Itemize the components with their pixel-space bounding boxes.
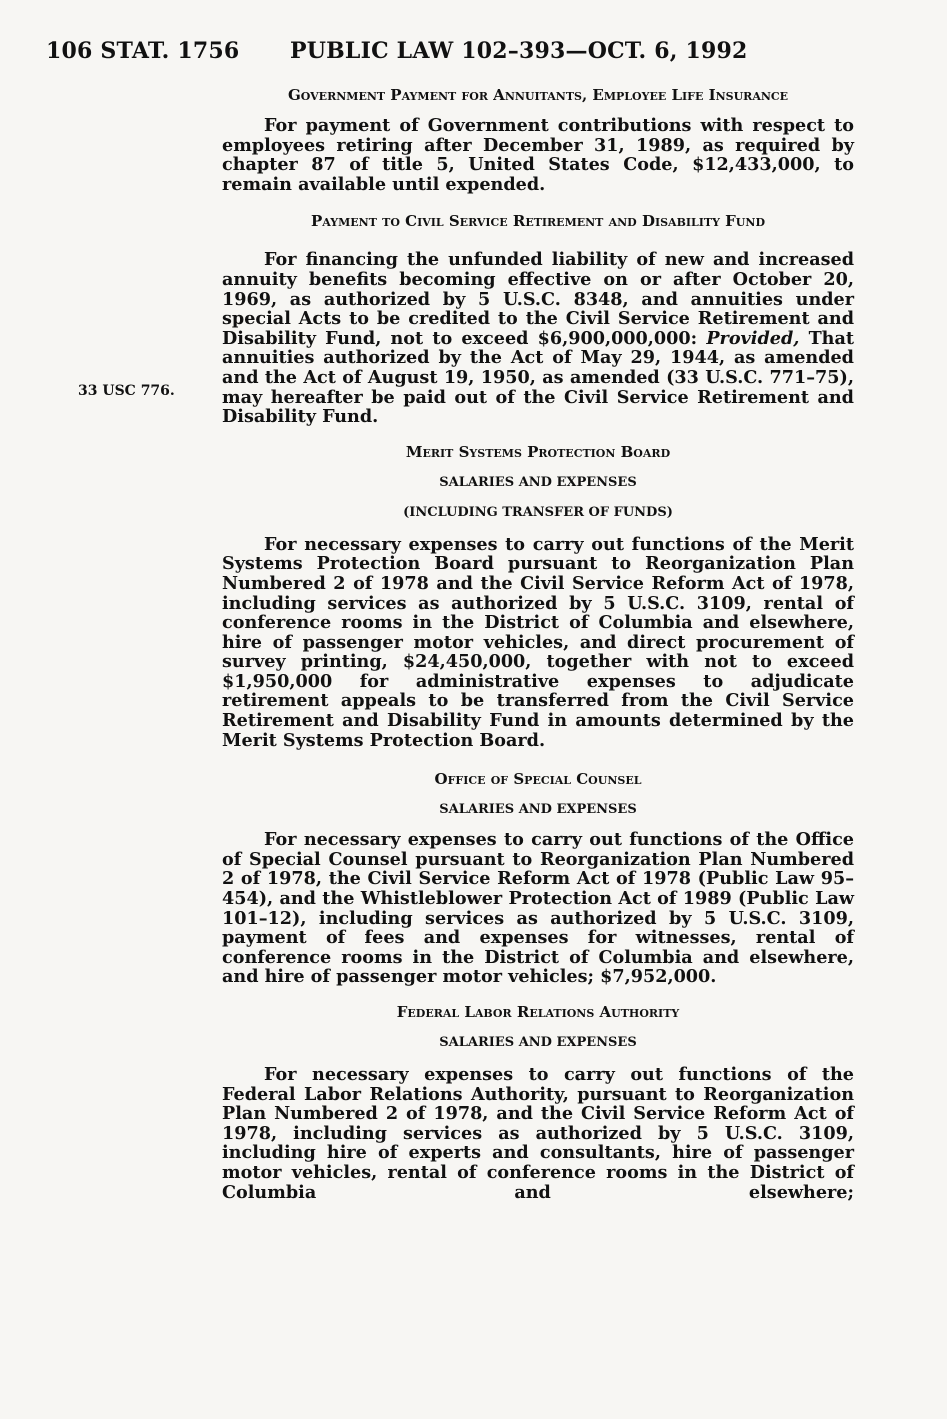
paragraph-flra: For necessary expenses to carry out functions of the Federal Labor Relations Authority, pursuant to Reorganization Plan Numbered 2 of 1978, and the Civil Service Reform Act of 1978, including services as authorized by 5 U.S.C. 3109, including hire of experts and consultants, hire of passenger motor vehicles, rental of conference rooms in the District of Columbia and elsewhere;: [222, 1064, 854, 1203]
stat-citation: 106 STAT. 1756: [46, 38, 240, 64]
subheading-salaries-expenses-mspb: SALARIES AND EXPENSES: [439, 474, 637, 490]
heading-retirement-fund: Payment to Civil Service Retirement and Disability Fund: [311, 212, 765, 231]
document-body: [222, 84, 854, 1202]
heading-federal-labor-relations-authority: Federal Labor Relations Authority: [396, 1003, 680, 1021]
margin-note-usc: 33 USC 776.: [78, 383, 175, 399]
paragraph-osc: For necessary expenses to carry out functions of the Office of Special Counsel pursuant to Reorganization Plan Numbered 2 of 1978, the Civil Service Reform Act of 1978 (Public Law 95–454), and the Whistleblower Protection Act of 1989 (Public Law 101–12), including services as authorized by 5 U.S.C. 3109, payment of fees and expenses for witnesses, rental of conference rooms in the District of Columbia and elsewhere, and hire of passenger motor vehicles; $7,952,000.: [222, 829, 854, 988]
provided-proviso: Provided,: [706, 327, 800, 349]
subheading-salaries-expenses-osc: SALARIES AND EXPENSES: [439, 802, 637, 818]
subheading-salaries-expenses-flra: SALARIES AND EXPENSES: [439, 1035, 637, 1050]
paragraph-retirement-fund: [222, 250, 854, 426]
retirement-text-part-a: For financing the unfunded liability of new and increased annuity benefits becoming effective on or after October 20, 1969, as authorized by 5 U.S.C. 8348, and annuities under special Acts to be credited to the Civil Service Retirement and Disability Fund, not to exceed $6,900,000,000:: [222, 249, 854, 349]
subheading-transfer-of-funds: (INCLUDING TRANSFER OF FUNDS): [403, 504, 673, 520]
running-header: PUBLIC LAW 102–393—OCT. 6, 1992: [290, 38, 748, 64]
retirement-text-part-b: That annuities authorized by the Act of May 29, 1944, as amended and the Act of August 19, 1950, as amended (33 U.S.C. 771–75), may hereafter be paid out of the Civil Service Retirement and Disability Fund.: [222, 327, 854, 428]
paragraph-mspb: For necessary expenses to carry out functions of the Merit Systems Protection Board pursuant to Reorganization Plan Numbered 2 of 1978 and the Civil Service Reform Act of 1978, including services as authorized by 5 U.S.C. 3109, rental of conference rooms in the District of Columbia and elsewhere, hire of passenger motor vehicles, and direct procurement of survey printing, $24,450,000, together with not to exceed $1,950,000 for administrative expenses to adjudicate retirement appeals to be transferred from the Civil Service Retirement and Disability Fund in amounts determined by the Merit Systems Protection Board.: [222, 533, 854, 751]
heading-merit-systems-protection-board: Merit Systems Protection Board: [405, 442, 671, 461]
heading-annuitants-life-insurance: Government Payment for Annuitants, Employee Life Insurance: [287, 86, 789, 104]
paragraph-annuitants: For payment of Government contributions with respect to employees retiring after December 31, 1989, as required by chapter 87 of title 5, United States Code, $12,433,000, to remain available until expended.: [222, 115, 854, 195]
heading-office-of-special-counsel: Office of Special Counsel: [434, 770, 642, 789]
